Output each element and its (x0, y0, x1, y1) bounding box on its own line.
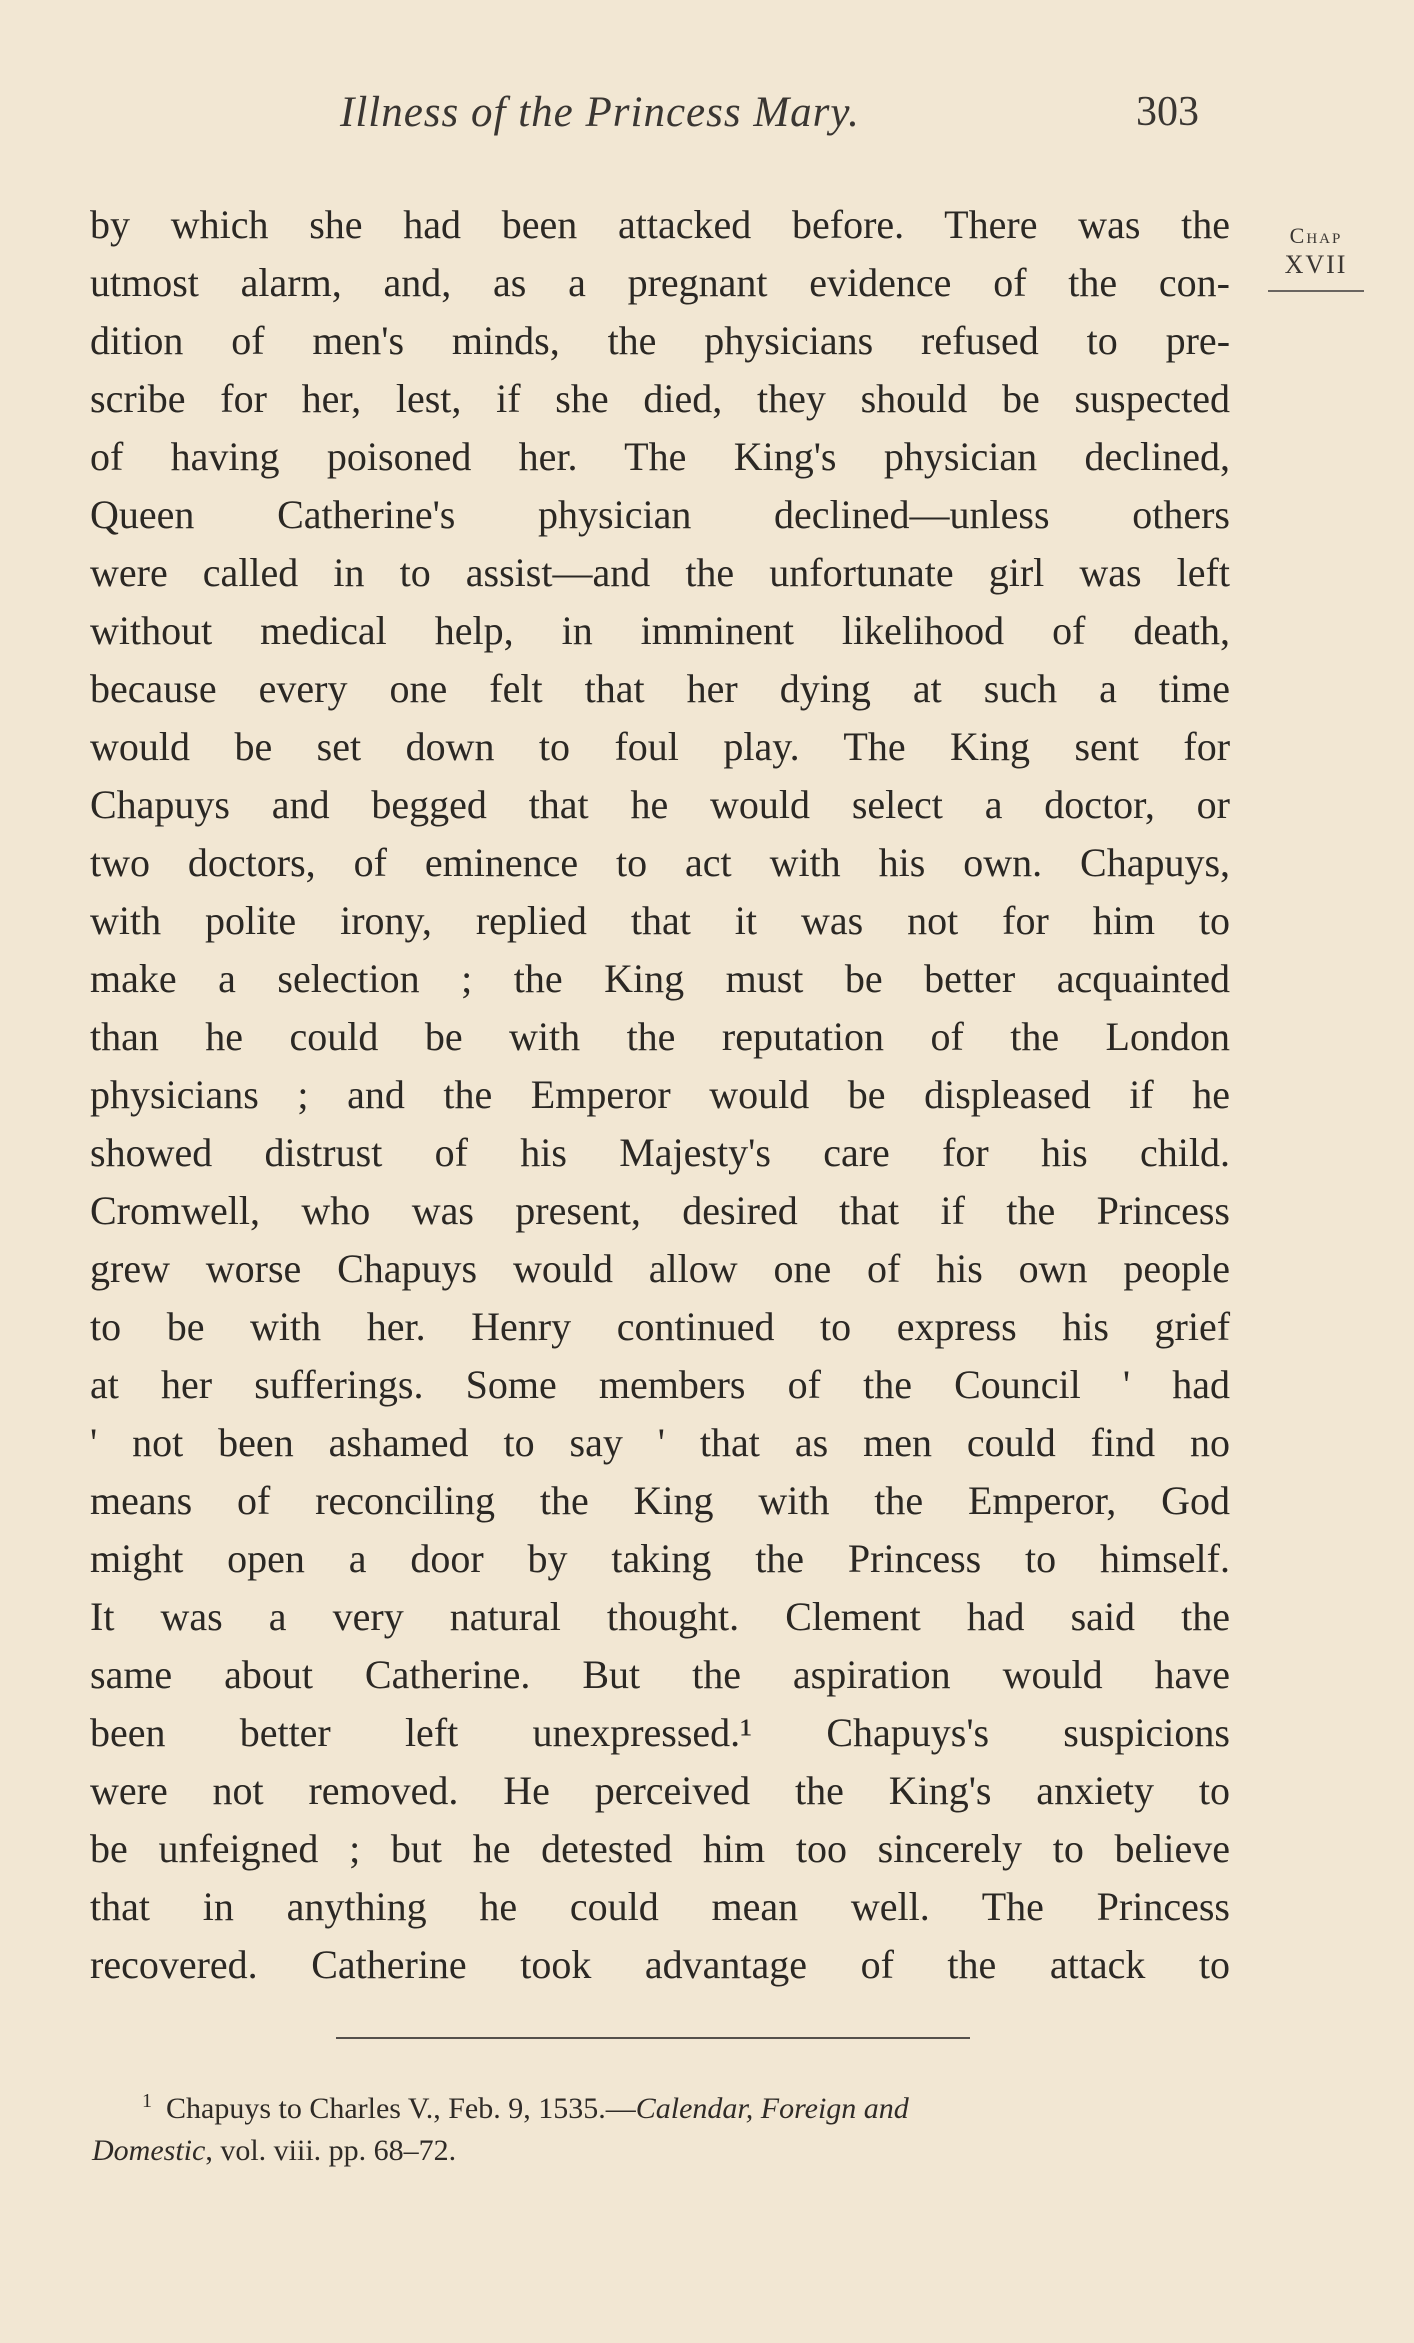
footnote-marker: 1 (142, 2090, 152, 2112)
footnote-line-1 (92, 2076, 1242, 2126)
footnote-rule (336, 2037, 970, 2039)
text-line: would be set down to foul play. The King sent for (90, 724, 1231, 769)
text-line: been better left unexpressed.¹ Chapuys's suspicions (90, 1710, 1230, 1755)
text-line: to be with her. Henry continued to express his grief (90, 1304, 1231, 1349)
text-line: be unfeigned ; but he detested him too sincerely to believe (90, 1826, 1231, 1871)
footnote-text: Chapuys to Charles V., Feb. 9, 1535.— (166, 2092, 636, 2125)
text-line: might open a door by taking the Princess to himself. (90, 1536, 1230, 1581)
text-line: at her sufferings. Some members of the Council ' had (90, 1362, 1230, 1407)
footnote (92, 2076, 1242, 2176)
text-line: were called in to assist—and the unfortunate girl was left (90, 550, 1230, 595)
text-line: utmost alarm, and, as a pregnant evidence of the con- (90, 260, 1230, 305)
text-line: means of reconciling the King with the Emperor, God (90, 1478, 1230, 1523)
text-line: It was a very natural thought. Clement had said the (90, 1594, 1230, 1639)
text-line: scribe for her, lest, if she died, they should be suspected (90, 376, 1230, 421)
text-line: because every one felt that her dying at such a time (90, 666, 1230, 711)
body-text (90, 196, 1230, 1994)
chapter-label: Chap (1289, 223, 1343, 248)
text-line: with polite irony, replied that it was not for him to (90, 898, 1231, 943)
text-line: physicians ; and the Emperor would be displeased if he (90, 1072, 1230, 1117)
text-line: ' not been ashamed to say ' that as men could find no (90, 1420, 1231, 1465)
text-line: two doctors, of eminence to act with his own. Chapuys, (90, 840, 1231, 885)
footnote-line-2 (92, 2126, 1242, 2176)
chapter-number: XVII (1284, 250, 1348, 279)
text-line: dition of men's minds, the physicians refused to pre- (90, 318, 1231, 363)
text-line: were not removed. He perceived the King's anxiety to (90, 1768, 1230, 1813)
text-line: make a selection ; the King must be better acquainted (90, 956, 1230, 1001)
chapter-margin-note (1268, 222, 1364, 292)
running-title: Illness of the Princess Mary. (340, 89, 860, 136)
footnote-pages: , vol. viii. pp. 68–72. (205, 2134, 457, 2167)
page-number: 303 (1136, 89, 1199, 135)
text-line: Queen Catherine's physician declined—unless others (90, 492, 1230, 537)
text-line: without medical help, in imminent likelihood of death, (90, 608, 1230, 653)
text-line: showed distrust of his Majesty's care for his child. (90, 1130, 1231, 1175)
footnote-citation-cont: Domestic (92, 2134, 206, 2167)
running-head (0, 88, 1414, 148)
text-line: grew worse Chapuys would allow one of his own people (90, 1246, 1230, 1291)
chapter-rule (1268, 290, 1364, 292)
text-line: than he could be with the reputation of the London (90, 1014, 1230, 1059)
text-line: that in anything he could mean well. The Princess (90, 1884, 1230, 1929)
text-line: Chapuys and begged that he would select a doctor, or (90, 782, 1231, 827)
text-line: Cromwell, who was present, desired that if the Princess (90, 1188, 1230, 1233)
text-line: same about Catherine. But the aspiration would have (90, 1652, 1231, 1697)
text-line: recovered. Catherine took advantage of the attack to (90, 1942, 1230, 1987)
text-line: of having poisoned her. The King's physician declined, (90, 434, 1230, 479)
text-line: by which she had been attacked before. There was the (90, 202, 1230, 247)
footnote-citation: Calendar, Foreign and (635, 2092, 909, 2125)
